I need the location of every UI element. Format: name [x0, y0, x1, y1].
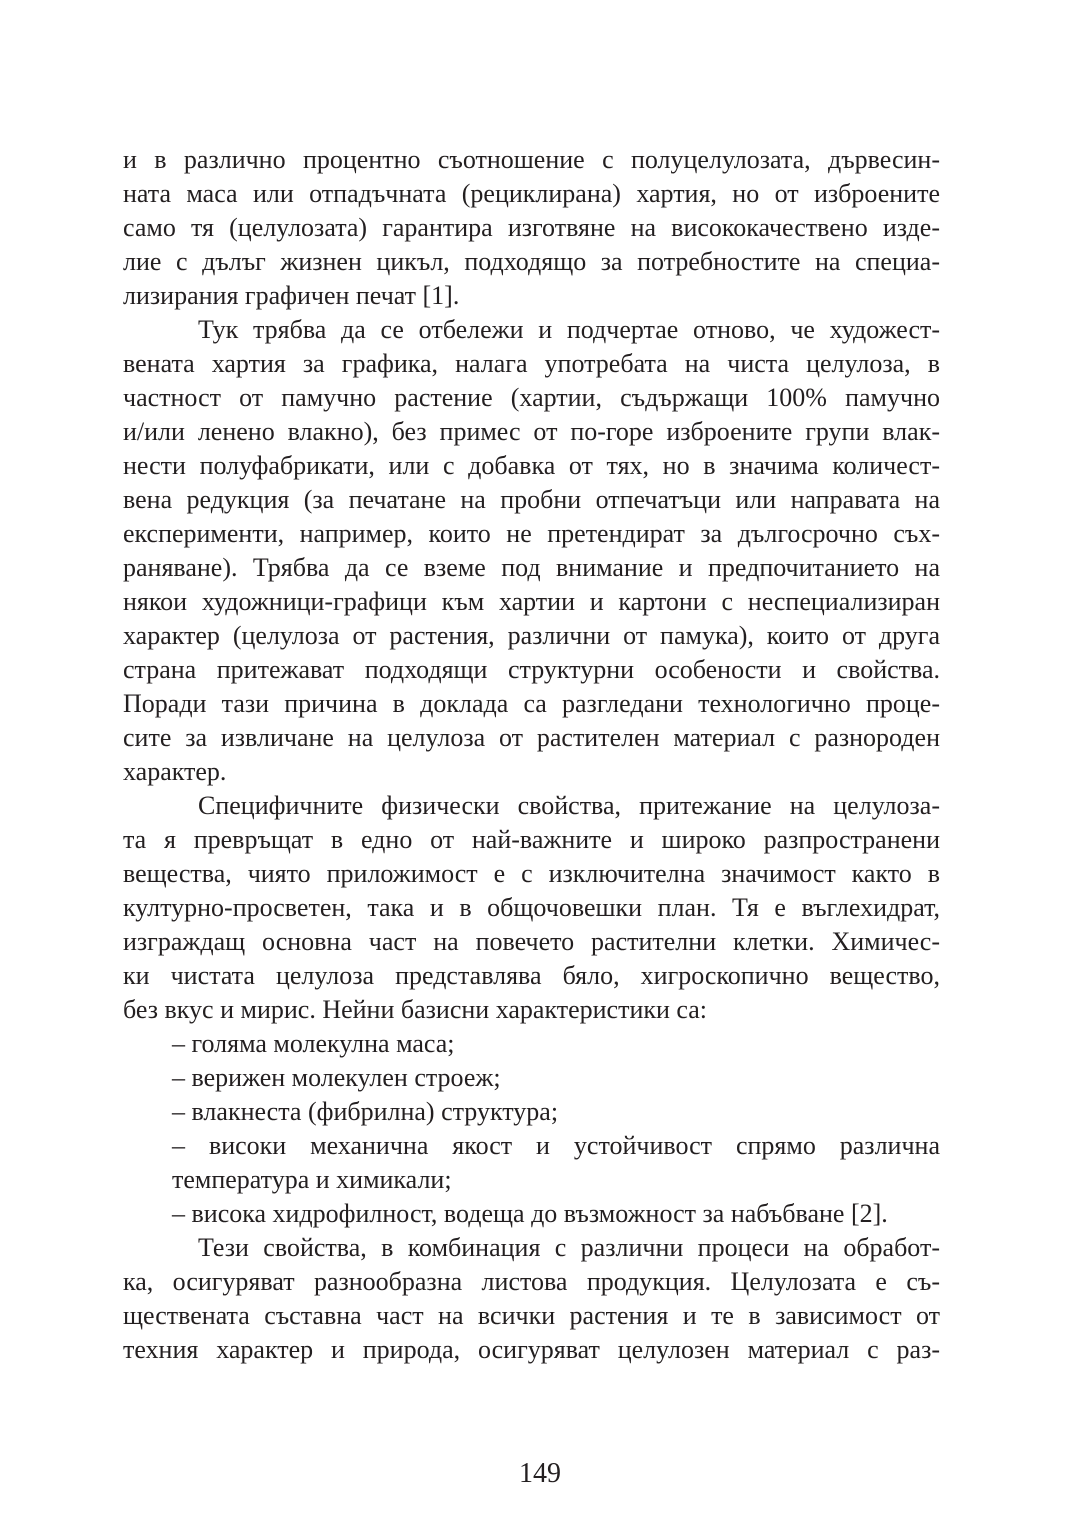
text-line: без вкус и мирис. Нейни базисни характеристики са: [123, 995, 708, 1024]
list-item [123, 1061, 940, 1095]
text-line: страна притежават подходящи структурни особености и свойства. [123, 655, 940, 684]
text-line: само тя (целулозата) гарантира изготвяне на висококачествено изде- [123, 213, 940, 242]
text-line: характер. [123, 757, 227, 786]
text-line: ка, осигуряват разнообразна листова продукция. Целулозата е съ- [123, 1267, 940, 1296]
text-line: и/или ленено влакно), без примес от по-горе изброените групи влак- [123, 417, 940, 446]
text-line: културно-просветен, така и в общочовешки план. Тя е въглехидрат, [123, 893, 940, 922]
list-item [123, 1197, 940, 1231]
text-line: изграждащ основна част на повечето растителни клетки. Химичес- [123, 927, 940, 956]
page-number: 149 [519, 1458, 561, 1489]
text-line: – голяма молекулна маса; [172, 1029, 455, 1058]
text-line: характер (целулоза от растения, различни от памука), които от друга [123, 621, 940, 650]
page-body [123, 143, 940, 1367]
list-item [123, 1129, 940, 1197]
text-line: вената хартия за графика, налага употребата на чиста целулоза, в [123, 349, 940, 378]
text-line: Тук трябва да се отбележи и подчертае отново, че художест- [198, 315, 940, 344]
list-item [123, 1027, 940, 1061]
text-line: някои художници-графици към хартии и картони с неспециализиран [123, 587, 940, 616]
text-line: раняване). Трябва да се вземе под внимание и предпочитанието на [123, 553, 940, 582]
text-line: Специфичните физически свойства, притежание на целулоза- [198, 791, 940, 820]
text-line: лизирания графичен печат [1]. [123, 281, 460, 310]
text-line: – влакнеста (фибрилна) структура; [172, 1097, 559, 1126]
text-line: температура и химикали; [172, 1165, 452, 1194]
text-line: ществената съставна част на всички растения и те в зависимост от [123, 1301, 940, 1330]
text-line: експерименти, например, които не претендират за дългосрочно съх- [123, 519, 940, 548]
text-line: – високи механична якост и устойчивост спрямо различна [172, 1131, 940, 1160]
text-line: вещества, чиято приложимост е с изключителна значимост както в [123, 859, 940, 888]
list-item [123, 1095, 940, 1129]
text-line: Поради тази причина в доклада са разгледани технологично проце- [123, 689, 940, 718]
paragraph [123, 143, 940, 313]
text-line: нести полуфабрикати, или с добавка от тях, но в значима количест- [123, 451, 940, 480]
text-line: техния характер и природа, осигуряват целулозен материал с раз- [123, 1335, 940, 1364]
text-line: сите за извличане на целулоза от растителен материал с разнороден [123, 723, 940, 752]
text-line: та я превръщат в едно от най-важните и широко разпространени [123, 825, 940, 854]
text-line: – висока хидрофилност, водеща до възможност за набъбване [2]. [172, 1199, 888, 1228]
paragraph [123, 789, 940, 1027]
text-line: частност от памучно растение (хартии, съдържащи 100% памучно [123, 383, 940, 412]
text-line: – верижен молекулен строеж; [172, 1063, 501, 1092]
text-line: ки чистата целулоза представлява бяло, хигроскопично вещество, [123, 961, 940, 990]
text-line: ната маса или отпадъчната (рециклирана) хартия, но от изброените [123, 179, 940, 208]
text-line: Тези свойства, в комбинация с различни процеси на обработ- [198, 1233, 940, 1262]
paragraph [123, 1231, 940, 1367]
text-line: вена редукция (за печатане на пробни отпечатъци или направата на [123, 485, 940, 514]
text-line: и в различно процентно съотношение с полуцелулозата, дървесин- [123, 145, 940, 174]
paragraph [123, 313, 940, 789]
text-line: лие с дълъг жизнен цикъл, подходящо за потребностите на специа- [123, 247, 940, 276]
